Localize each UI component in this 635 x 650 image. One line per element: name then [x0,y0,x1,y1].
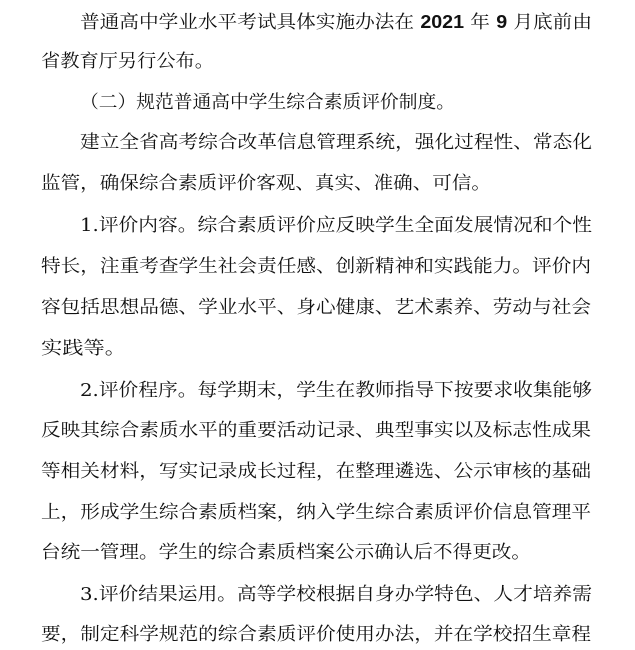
line-1-content [80,7,592,38]
text-line-4 [0,128,635,158]
line-8-text: 容包括思想品德、学业水平、身心健康、艺术素养、劳动与社会 [41,297,591,318]
line-5-text: 监管，确保综合素质评价客观、真实、准确、可信。 [41,173,491,194]
text-line-12 [0,457,635,487]
line-12-text: 等相关材料，写实记录成长过程，在整理遴选、公示审核的基础 [41,461,591,482]
text-line-1 [0,7,635,37]
text-line-13 [0,498,635,528]
line-1-text-a: 普通高中学业水平考试具体实施办法在 [80,12,421,33]
text-line-14 [0,538,635,568]
text-line-11 [0,416,635,446]
text-line-2 [0,47,635,77]
line-1-text-c: 月底前由 [507,12,592,33]
line-15-text: 3.评价结果运用。高等学校根据自身办学特色、人才培养需 [80,584,592,605]
text-line-16 [0,620,635,650]
line-4-text: 建立全省高考综合改革信息管理系统，强化过程性、常态化 [80,132,592,153]
line-11-text: 反映其综合素质水平的重要活动记录、典型事实以及标志性成果 [41,420,591,441]
line-1-text-b: 年 [464,12,497,33]
line-10-text: 2.评价程序。每学期末，学生在教师指导下按要求收集能够 [80,380,592,401]
line-9-text: 实践等。 [41,338,126,359]
text-line-9 [0,334,635,364]
text-line-8 [0,293,635,323]
line-13-text: 上，形成学生综合素质档案，纳入学生综合素质评价信息管理平 [41,502,591,523]
section-heading [0,88,635,118]
text-line-7 [0,252,635,282]
month-number: 9 [496,12,508,32]
line-16-text: 要，制定科学规范的综合素质评价使用办法，并在学校招生章程 [41,624,591,645]
line-6-text: 1.评价内容。综合素质评价应反映学生全面发展情况和个性 [80,215,592,236]
text-line-15 [0,580,635,610]
line-14-text: 台统一管理。学生的综合素质档案公示确认后不得更改。 [41,542,531,563]
text-line-6 [0,211,635,241]
year-number: 2021 [420,12,465,32]
line-2-text: 省教育厅另行公布。 [41,51,214,72]
line-7-text: 特长，注重考查学生社会责任感、创新精神和实践能力。评价内 [41,256,591,277]
section-heading-text: （二）规范普通高中学生综合素质评价制度。 [80,92,455,113]
text-line-10 [0,376,635,406]
text-line-5 [0,169,635,199]
